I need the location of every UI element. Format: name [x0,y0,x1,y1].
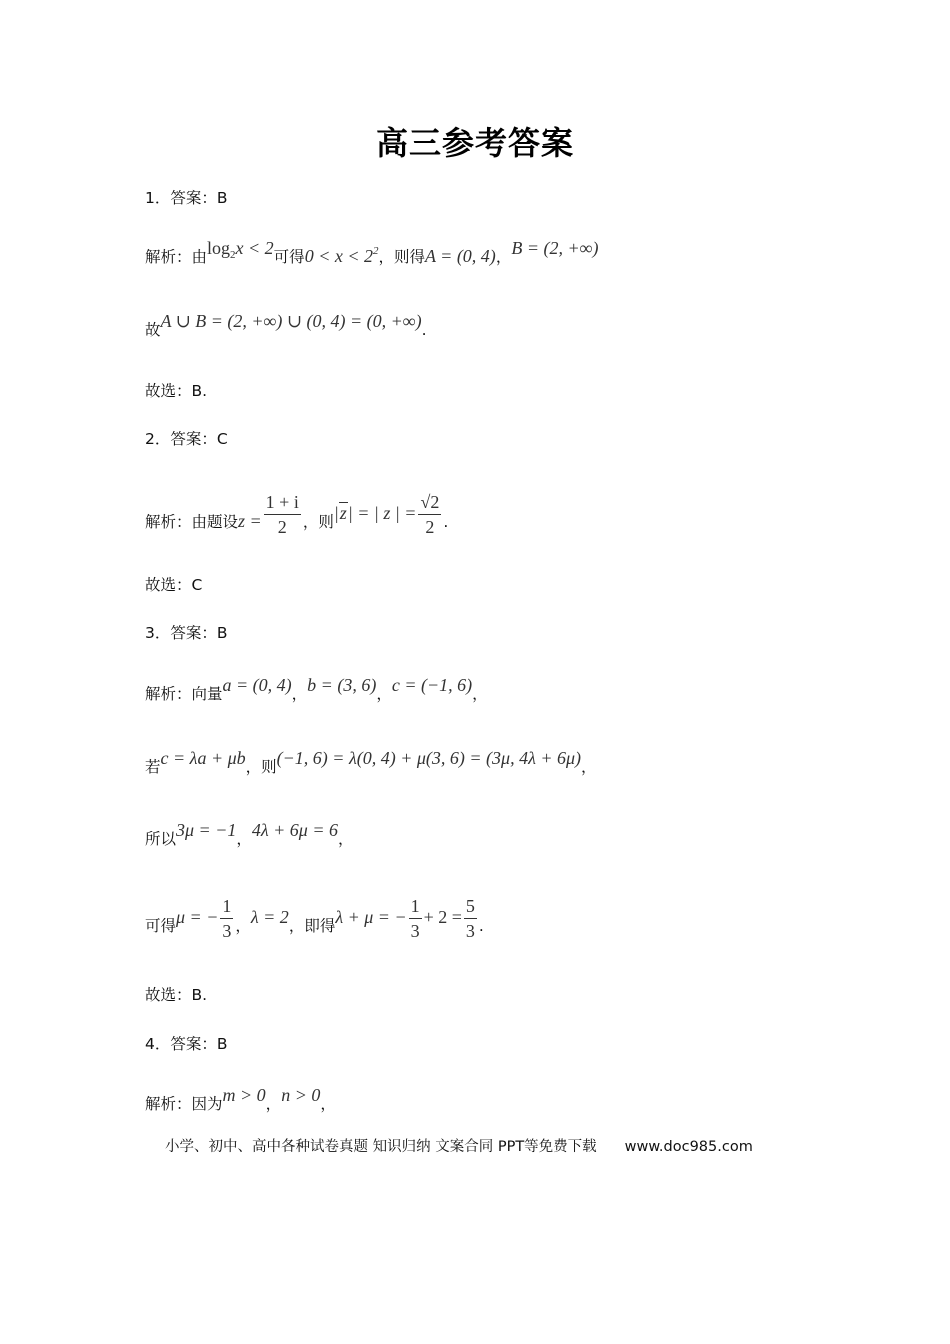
q3-line2-comma: ， [581,758,597,776]
q1-explanation-line1 [145,238,599,267]
q2-abs-expr: |z| = | z | = [333,503,417,523]
q2-explanation [145,492,449,545]
q1-math-log: $\log_2x < 2$ [207,238,274,261]
q3-equation-1: 3μ = −1 [176,820,237,840]
q3-math-expansion: (−1, 6) = λ(0, 4) + μ(3, 6) = (3μ, 4λ + 6μ) [276,748,582,768]
page-title: 高三参考答案 [375,124,574,162]
q3-line3-comma-2: ， [337,830,354,848]
q1-math-set-a: A = (0, 4) [425,246,496,266]
q3-line2-prefix: 若 [145,758,161,776]
q2-fraction-1: $\frac{1 + i}{2}$ [265,492,299,537]
q3-comma-1: ， [291,685,308,703]
q3-line4-end: . [478,917,484,935]
q3-vector-a: a = (0, 4) [222,675,292,695]
q3-line3-comma-1: ， [236,830,252,848]
q3-line3-prefix: 所以 [145,830,177,848]
q3-comma-3: ， [472,685,488,703]
q3-fraction-1: $\frac{1}{3}$ [222,896,232,941]
q3-comma-2: ， [376,685,392,703]
q3-explanation-line3 [145,820,354,849]
q2-prefix: 解析：由题设 [145,513,239,531]
q2-z-eq: z = [238,511,262,531]
q4-answer: 4．答案：B [145,1035,228,1053]
q1-math-union: A ∪ B = (2, +∞) ∪ (0, 4) = (0, +∞) [160,311,422,331]
q3-explanation-line4 [145,896,484,949]
q3-explanation-line1 [145,675,488,704]
q2-end: . [443,513,449,531]
q1-choice: 故选：B. [145,382,208,400]
q3-equation-2: 4λ + 6μ = 6 [251,820,338,840]
q3-explanation-line2 [145,748,597,777]
q3-sum-eq: λ + μ = − [335,907,407,927]
q4-math-m: m > 0 [222,1085,266,1105]
q3-vector-b: b = (3, 6) [307,675,377,695]
q3-line4-then: ，即得 [288,917,336,935]
q3-mu-eq: μ = − [176,907,219,927]
q3-fraction-3: $\frac{5}{3}$ [465,896,475,941]
q4-math-n: n > 0 [281,1085,321,1105]
q2-then: ，则 [302,513,334,531]
q1-prefix: 解析：由 [145,248,208,266]
q3-lambda-eq: λ = 2 [250,907,289,927]
q4-comma-1: ， [265,1095,282,1113]
q1-line2-end: . [421,321,427,339]
q1-answer: 1．答案：B [145,189,228,207]
q3-line4-prefix: 可得 [145,917,177,935]
q3-fraction-2: $\frac{1}{3}$ [410,896,420,941]
q3-math-combination: c = λa + μb [160,748,246,768]
q1-math-set-b: B = (2, +∞) [511,238,599,258]
q3-line2-then: ，则 [245,758,277,776]
q1-explanation-line2 [145,311,427,340]
q3-plus-two: + 2 = [423,907,462,927]
q4-explanation [145,1085,336,1114]
q1-then: ，则得 [378,248,425,266]
q2-answer: 2．答案：C [145,430,228,448]
q2-choice: 故选：C [145,576,203,594]
q3-prefix: 解析：向量 [145,685,223,703]
q2-fraction-sqrt: $\frac{√2}{2}$ [420,492,440,537]
footer-url[interactable]: www.doc985.com [624,1139,753,1155]
footer-text: 小学、初中、高中各种试卷真题 知识归纳 文案合同 PPT等免费下载 [165,1139,597,1155]
q1-math-ineq: $0 < x < 2^2$ [304,245,379,266]
q1-line2-prefix: 故 [145,321,161,339]
q3-choice: 故选：B. [145,986,208,1004]
q4-comma-2: ， [320,1095,336,1113]
q3-vector-c: c = (−1, 6) [391,675,473,695]
q3-line4-comma: ， [235,917,251,935]
page-footer [165,1135,753,1156]
q4-prefix: 解析：因为 [145,1095,223,1113]
q1-comma: ， [495,248,512,266]
q1-mid: 可得 [273,248,305,266]
q3-answer: 3．答案：B [145,624,228,642]
